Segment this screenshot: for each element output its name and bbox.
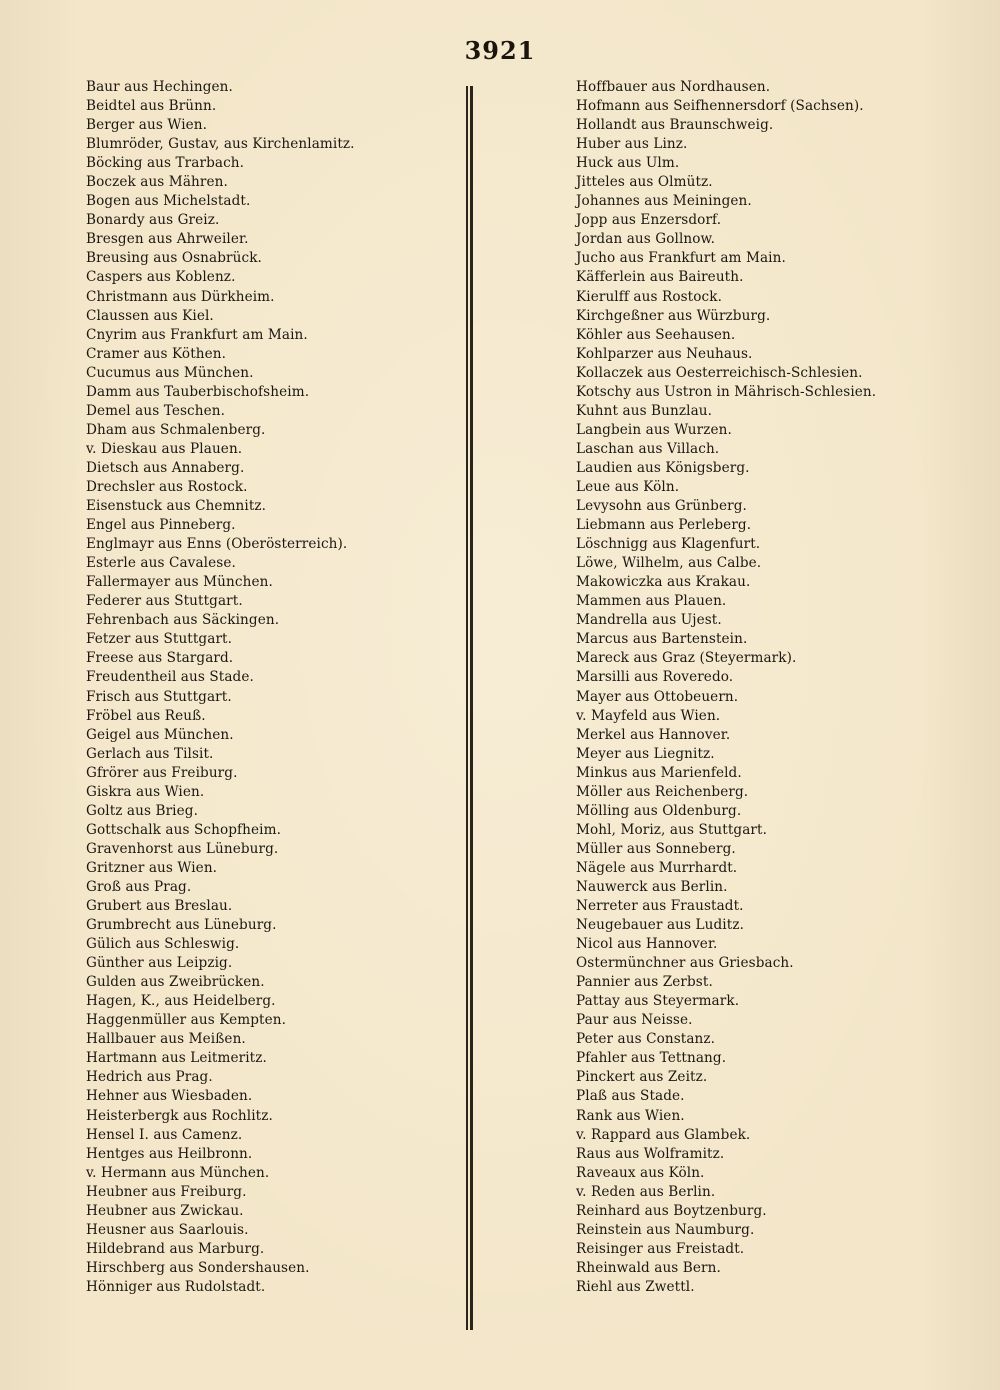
member-entry: Gülich aus Schleswig. xyxy=(86,936,240,953)
member-entry: Gravenhorst aus Lüneburg. xyxy=(86,840,279,857)
member-entry: Nauwerck aus Berlin. xyxy=(576,878,728,895)
member-entry: Löwe, Wilhelm, aus Calbe. xyxy=(576,555,762,572)
member-entry: Eisenstuck aus Chemnitz. xyxy=(86,498,267,515)
member-entry: Pannier aus Zerbst. xyxy=(576,974,713,991)
member-entry: Federer aus Stuttgart. xyxy=(86,593,243,610)
member-entry: Marcus aus Bartenstein. xyxy=(576,631,748,648)
member-entry: Dham aus Schmalenberg. xyxy=(86,421,266,438)
member-entry: Hensel I. aus Camenz. xyxy=(86,1126,243,1143)
member-entry: Riehl aus Zwettl. xyxy=(576,1278,695,1295)
column-divider-rule-double xyxy=(470,86,473,1330)
member-entry: Mammen aus Plauen. xyxy=(576,593,727,610)
member-entry: Heusner aus Saarlouis. xyxy=(86,1221,249,1238)
member-entry: Minkus aus Marienfeld. xyxy=(576,764,742,781)
member-entry: Engel aus Pinneberg. xyxy=(86,517,236,534)
member-entry: Giskra aus Wien. xyxy=(86,783,205,800)
member-entry: Gulden aus Zweibrücken. xyxy=(86,974,265,991)
member-entry: Pfahler aus Tettnang. xyxy=(576,1050,727,1067)
column-divider-rule xyxy=(466,86,468,1330)
member-entry: Blumröder, Gustav, aus Kirchenlamitz. xyxy=(86,136,355,153)
member-entry: Johannes aus Meiningen. xyxy=(576,193,752,210)
member-entry: Nerreter aus Fraustadt. xyxy=(576,898,744,915)
left-name-column xyxy=(86,78,456,1297)
page-number: 3921 xyxy=(464,36,536,65)
member-entry: Kohlparzer aus Neuhaus. xyxy=(576,345,753,362)
member-entry: Gritzner aus Wien. xyxy=(86,859,218,876)
member-entry: Heisterbergk aus Rochlitz. xyxy=(86,1107,273,1124)
member-entry: Hildebrand aus Marburg. xyxy=(86,1240,265,1257)
member-entry: Claussen aus Kiel. xyxy=(86,307,214,324)
member-entry: Merkel aus Hannover. xyxy=(576,726,731,743)
member-entry: Huck aus Ulm. xyxy=(576,155,680,172)
member-entry: Esterle aus Cavalese. xyxy=(86,555,236,572)
member-entry: Christmann aus Dürkheim. xyxy=(86,288,275,305)
member-entry: Kierulff aus Rostock. xyxy=(576,288,723,305)
member-entry: Jopp aus Enzersdorf. xyxy=(576,212,722,229)
member-entry: Rheinwald aus Bern. xyxy=(576,1259,721,1276)
member-entry: Gerlach aus Tilsit. xyxy=(86,745,214,762)
member-entry: Hentges aus Heilbronn. xyxy=(86,1145,253,1162)
member-entry: v. Reden aus Berlin. xyxy=(576,1183,716,1200)
member-entry: Mohl, Moriz, aus Stuttgart. xyxy=(576,821,768,838)
member-entry: Groß aus Prag. xyxy=(86,878,192,895)
member-entry: Hedrich aus Prag. xyxy=(86,1069,213,1086)
member-entry: Leue aus Köln. xyxy=(576,478,680,495)
member-entry: Damm aus Tauberbischofsheim. xyxy=(86,383,310,400)
member-entry: Cramer aus Köthen. xyxy=(86,345,227,362)
member-entry: Caspers aus Koblenz. xyxy=(86,269,236,286)
member-entry: Nicol aus Hannover. xyxy=(576,936,718,953)
member-entry: Berger aus Wien. xyxy=(86,117,208,134)
member-entry: Demel aus Teschen. xyxy=(86,402,226,419)
member-entry: Rank aus Wien. xyxy=(576,1107,685,1124)
member-entry: Löschnigg aus Klagenfurt. xyxy=(576,536,761,553)
member-entry: Bogen aus Michelstadt. xyxy=(86,193,251,210)
member-entry: Fallermayer aus München. xyxy=(86,574,273,591)
member-entry: v. Mayfeld aus Wien. xyxy=(576,707,721,724)
member-entry: Jucho aus Frankfurt am Main. xyxy=(576,250,786,267)
member-entry: Kuhnt aus Bunzlau. xyxy=(576,402,713,419)
member-entry: Reinstein aus Naumburg. xyxy=(576,1221,755,1238)
member-entry: Heubner aus Freiburg. xyxy=(86,1183,247,1200)
member-entry: Boczek aus Mähren. xyxy=(86,174,228,191)
member-entry: Hagen, K., aus Heidelberg. xyxy=(86,993,276,1010)
member-entry: Ostermünchner aus Griesbach. xyxy=(576,955,794,972)
member-entry: Hofmann aus Seifhennersdorf (Sachsen). xyxy=(576,98,864,115)
right-name-column xyxy=(576,78,976,1297)
member-entry: Mölling aus Oldenburg. xyxy=(576,802,742,819)
member-entry: Reisinger aus Freistadt. xyxy=(576,1240,745,1257)
member-entry: Laudien aus Königsberg. xyxy=(576,459,750,476)
member-entry: Englmayr aus Enns (Oberösterreich). xyxy=(86,536,348,553)
member-entry: Mayer aus Ottobeuern. xyxy=(576,688,739,705)
member-entry: Grubert aus Breslau. xyxy=(86,898,233,915)
member-entry: Reinhard aus Boytzenburg. xyxy=(576,1202,767,1219)
member-entry: Peter aus Constanz. xyxy=(576,1031,716,1048)
member-entry: Grumbrecht aus Lüneburg. xyxy=(86,917,277,934)
member-entry: Hoffbauer aus Nordhausen. xyxy=(576,79,771,95)
member-entry: Fröbel aus Reuß. xyxy=(86,707,206,724)
member-entry: Freese aus Stargard. xyxy=(86,650,234,667)
member-entry: Pattay aus Steyermark. xyxy=(576,993,740,1010)
member-entry: Frisch aus Stuttgart. xyxy=(86,688,232,705)
member-entry: Haggenmüller aus Kempten. xyxy=(86,1012,287,1029)
member-entry: Hönniger aus Rudolstadt. xyxy=(86,1278,266,1295)
member-entry: Mandrella aus Ujest. xyxy=(576,612,722,629)
member-entry: Marsilli aus Roveredo. xyxy=(576,669,734,686)
member-entry: Goltz aus Brieg. xyxy=(86,802,198,819)
member-entry: Baur aus Hechingen. xyxy=(86,79,233,95)
member-entry: Cucumus aus München. xyxy=(86,364,254,381)
member-entry: Laschan aus Villach. xyxy=(576,440,720,457)
member-entry: Hallbauer aus Meißen. xyxy=(86,1031,246,1048)
member-entry: Kollaczek aus Oesterreichisch-Schlesien. xyxy=(576,364,863,381)
member-entry: Dietsch aus Annaberg. xyxy=(86,459,245,476)
member-entry: Raveaux aus Köln. xyxy=(576,1164,705,1181)
member-entry: Hehner aus Wiesbaden. xyxy=(86,1088,253,1105)
member-entry: Freudentheil aus Stade. xyxy=(86,669,254,686)
member-entry: Möller aus Reichenberg. xyxy=(576,783,749,800)
member-entry: Pinckert aus Zeitz. xyxy=(576,1069,708,1086)
member-entry: v. Hermann aus München. xyxy=(86,1164,270,1181)
member-entry: Kotschy aus Ustron in Mährisch-Schlesien. xyxy=(576,383,877,400)
member-entry: Beidtel aus Brünn. xyxy=(86,98,217,115)
member-entry: Hartmann aus Leitmeritz. xyxy=(86,1050,267,1067)
member-entry: Cnyrim aus Frankfurt am Main. xyxy=(86,326,308,343)
member-entry: Heubner aus Zwickau. xyxy=(86,1202,244,1219)
member-entry: Breusing aus Osnabrück. xyxy=(86,250,262,267)
member-entry: Hollandt aus Braunschweig. xyxy=(576,117,774,134)
member-entry: Günther aus Leipzig. xyxy=(86,955,233,972)
member-entry: Levysohn aus Grünberg. xyxy=(576,498,747,515)
member-entry: Jordan aus Gollnow. xyxy=(576,231,716,248)
member-entry: Raus aus Wolframitz. xyxy=(576,1145,725,1162)
member-entry: Bonardy aus Greiz. xyxy=(86,212,220,229)
member-entry: Drechsler aus Rostock. xyxy=(86,478,248,495)
member-entry: Böcking aus Trarbach. xyxy=(86,155,245,172)
member-entry: Kirchgeßner aus Würzburg. xyxy=(576,307,771,324)
member-entry: Meyer aus Liegnitz. xyxy=(576,745,715,762)
member-entry: Plaß aus Stade. xyxy=(576,1088,685,1105)
member-entry: Geigel aus München. xyxy=(86,726,234,743)
member-entry: Langbein aus Wurzen. xyxy=(576,421,732,438)
member-entry: Neugebauer aus Luditz. xyxy=(576,917,744,934)
member-entry: Huber aus Linz. xyxy=(576,136,688,153)
member-entry: v. Dieskau aus Plauen. xyxy=(86,440,243,457)
member-entry: Fehrenbach aus Säckingen. xyxy=(86,612,280,629)
member-entry: Liebmann aus Perleberg. xyxy=(576,517,752,534)
member-entry: Jitteles aus Olmütz. xyxy=(576,174,713,191)
member-entry: Köhler aus Seehausen. xyxy=(576,326,736,343)
member-entry: Gfrörer aus Freiburg. xyxy=(86,764,238,781)
member-entry: Gottschalk aus Schopfheim. xyxy=(86,821,282,838)
member-entry: v. Rappard aus Glambek. xyxy=(576,1126,751,1143)
member-entry: Bresgen aus Ahrweiler. xyxy=(86,231,249,248)
member-entry: Hirschberg aus Sondershausen. xyxy=(86,1259,310,1276)
member-entry: Fetzer aus Stuttgart. xyxy=(86,631,233,648)
member-entry: Nägele aus Murrhardt. xyxy=(576,859,738,876)
member-entry: Makowiczka aus Krakau. xyxy=(576,574,751,591)
member-entry: Käfferlein aus Baireuth. xyxy=(576,269,744,286)
member-entry: Paur aus Neisse. xyxy=(576,1012,693,1029)
member-entry: Mareck aus Graz (Steyermark). xyxy=(576,650,797,667)
member-entry: Müller aus Sonneberg. xyxy=(576,840,736,857)
